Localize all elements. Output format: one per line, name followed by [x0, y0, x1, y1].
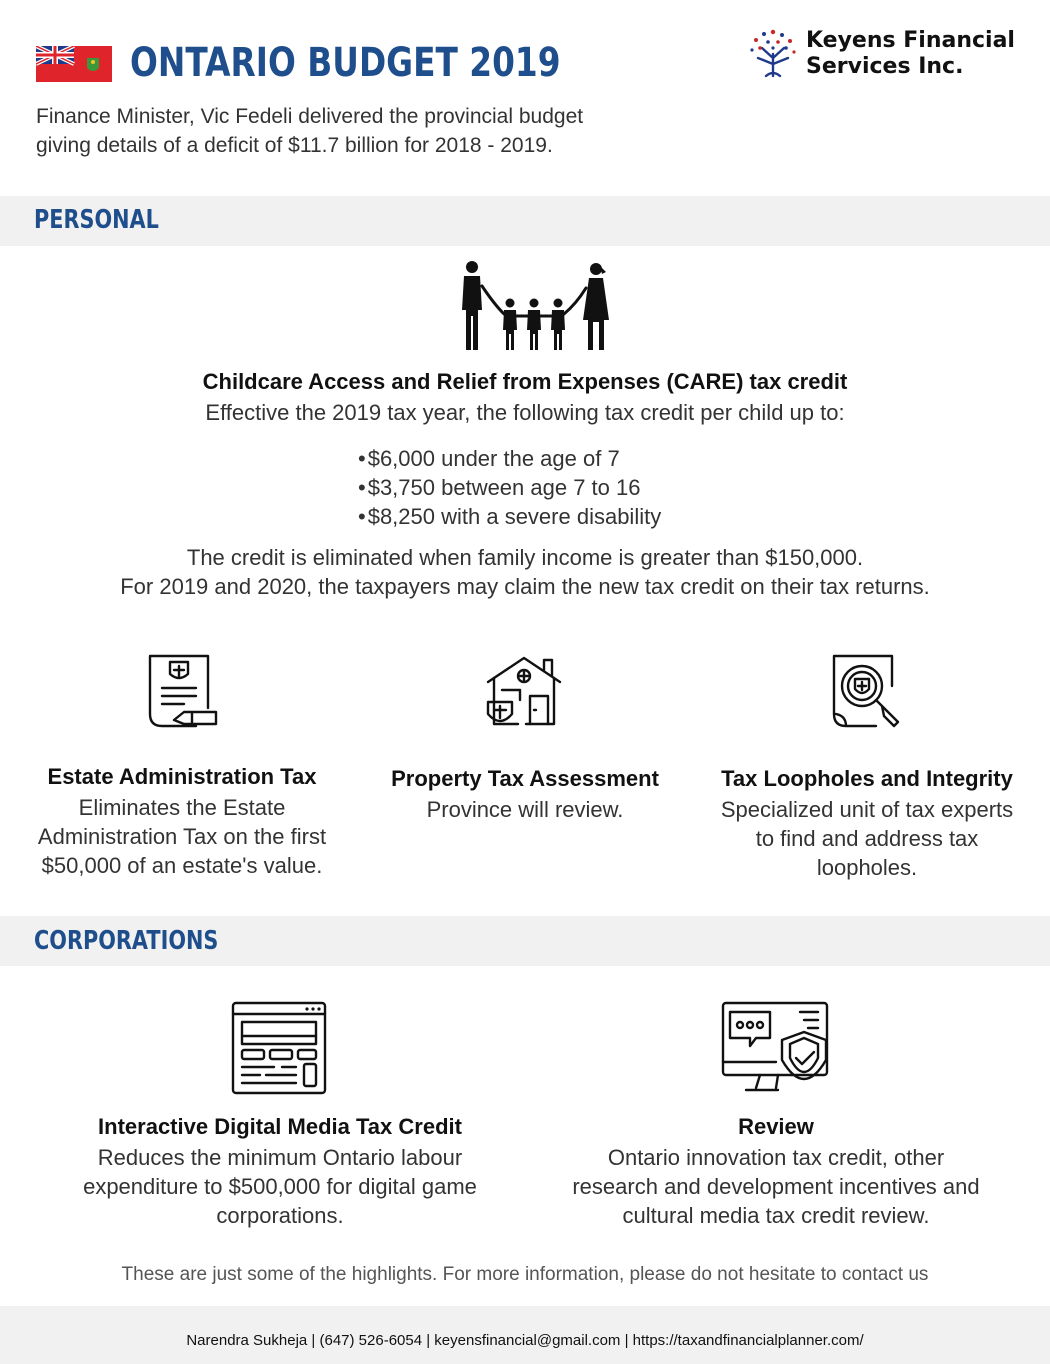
- description-line: corporations.: [216, 1203, 344, 1228]
- review-description: [536, 1143, 1016, 1230]
- description-line: $50,000 of an estate's value.: [41, 853, 323, 878]
- digital-media-title: Interactive Digital Media Tax Credit: [98, 1114, 462, 1139]
- family-icon: [454, 258, 614, 354]
- tree-logo-icon: [746, 28, 800, 78]
- footer-note: These are just some of the highlights. For more information, please do not hesitate to contact us: [121, 1264, 929, 1285]
- document-pen-icon: [144, 652, 220, 732]
- intro-line: giving details of a deficit of $11.7 billion for 2018 - 2019.: [36, 134, 553, 157]
- care-note-line: The credit is eliminated when family income is greater than $150,000.: [186, 545, 864, 570]
- property-tax-description: [365, 795, 685, 824]
- ontario-flag-icon: [36, 46, 112, 82]
- list-item: • $3,750 between age 7 to 16: [358, 473, 661, 502]
- list-item: • $6,000 under the age of 7: [358, 444, 661, 473]
- care-note: [0, 543, 1050, 601]
- care-heading: Childcare Access and Relief from Expenses (CARE) tax credit: [202, 369, 848, 394]
- digital-media-description: [40, 1143, 520, 1230]
- description-line: Province will review.: [426, 797, 624, 822]
- monitor-shield-icon: [720, 1000, 834, 1096]
- review-title: Review: [738, 1114, 814, 1139]
- description-line: Administration Tax on the first: [37, 824, 327, 849]
- corporations-section-label: CORPORATIONS: [34, 926, 219, 956]
- personal-section-label: PERSONAL: [34, 205, 159, 235]
- list-item: • $8,250 with a severe disability: [358, 502, 661, 531]
- company-name-line1: Keyens Financial: [806, 28, 1015, 53]
- property-tax-title: Property Tax Assessment: [391, 766, 659, 791]
- company-name: [806, 28, 1015, 80]
- description-line: Ontario innovation tax credit, other: [607, 1145, 945, 1170]
- tax-loopholes-description: [697, 795, 1037, 882]
- tax-loopholes-title: Tax Loopholes and Integrity: [721, 766, 1013, 791]
- care-bullet-list: [358, 444, 661, 531]
- estate-tax-description: [12, 793, 352, 880]
- web-layout-icon: [230, 1000, 328, 1096]
- description-line: Specialized unit of tax experts: [720, 797, 1014, 822]
- intro-line: Finance Minister, Vic Fedeli delivered the provincial budget: [36, 105, 584, 128]
- document-magnifier-icon: [830, 652, 906, 732]
- description-line: cultural media tax credit review.: [622, 1203, 930, 1228]
- footer-contact: Narendra Sukheja | (647) 526-6054 | keyensfinancial@gmail.com | https://taxandfinancialplanner.com/: [186, 1332, 864, 1349]
- description-line: research and development incentives and: [572, 1174, 980, 1199]
- estate-tax-title: Estate Administration Tax: [47, 764, 317, 789]
- care-subheading: Effective the 2019 tax year, the following tax credit per child up to:: [205, 400, 845, 425]
- description-line: Reduces the minimum Ontario labour: [97, 1145, 463, 1170]
- description-line: Eliminates the Estate: [78, 795, 286, 820]
- page-title: ONTARIO BUDGET 2019: [130, 40, 561, 86]
- intro-text: [36, 102, 716, 160]
- description-line: expenditure to $500,000 for digital game: [83, 1174, 477, 1199]
- description-line: to find and address tax: [755, 826, 979, 851]
- care-note-line: For 2019 and 2020, the taxpayers may claim the new tax credit on their tax returns.: [120, 574, 930, 599]
- description-line: loopholes.: [816, 855, 918, 880]
- company-name-line2: Services Inc.: [806, 54, 964, 79]
- house-shield-icon: [484, 652, 564, 732]
